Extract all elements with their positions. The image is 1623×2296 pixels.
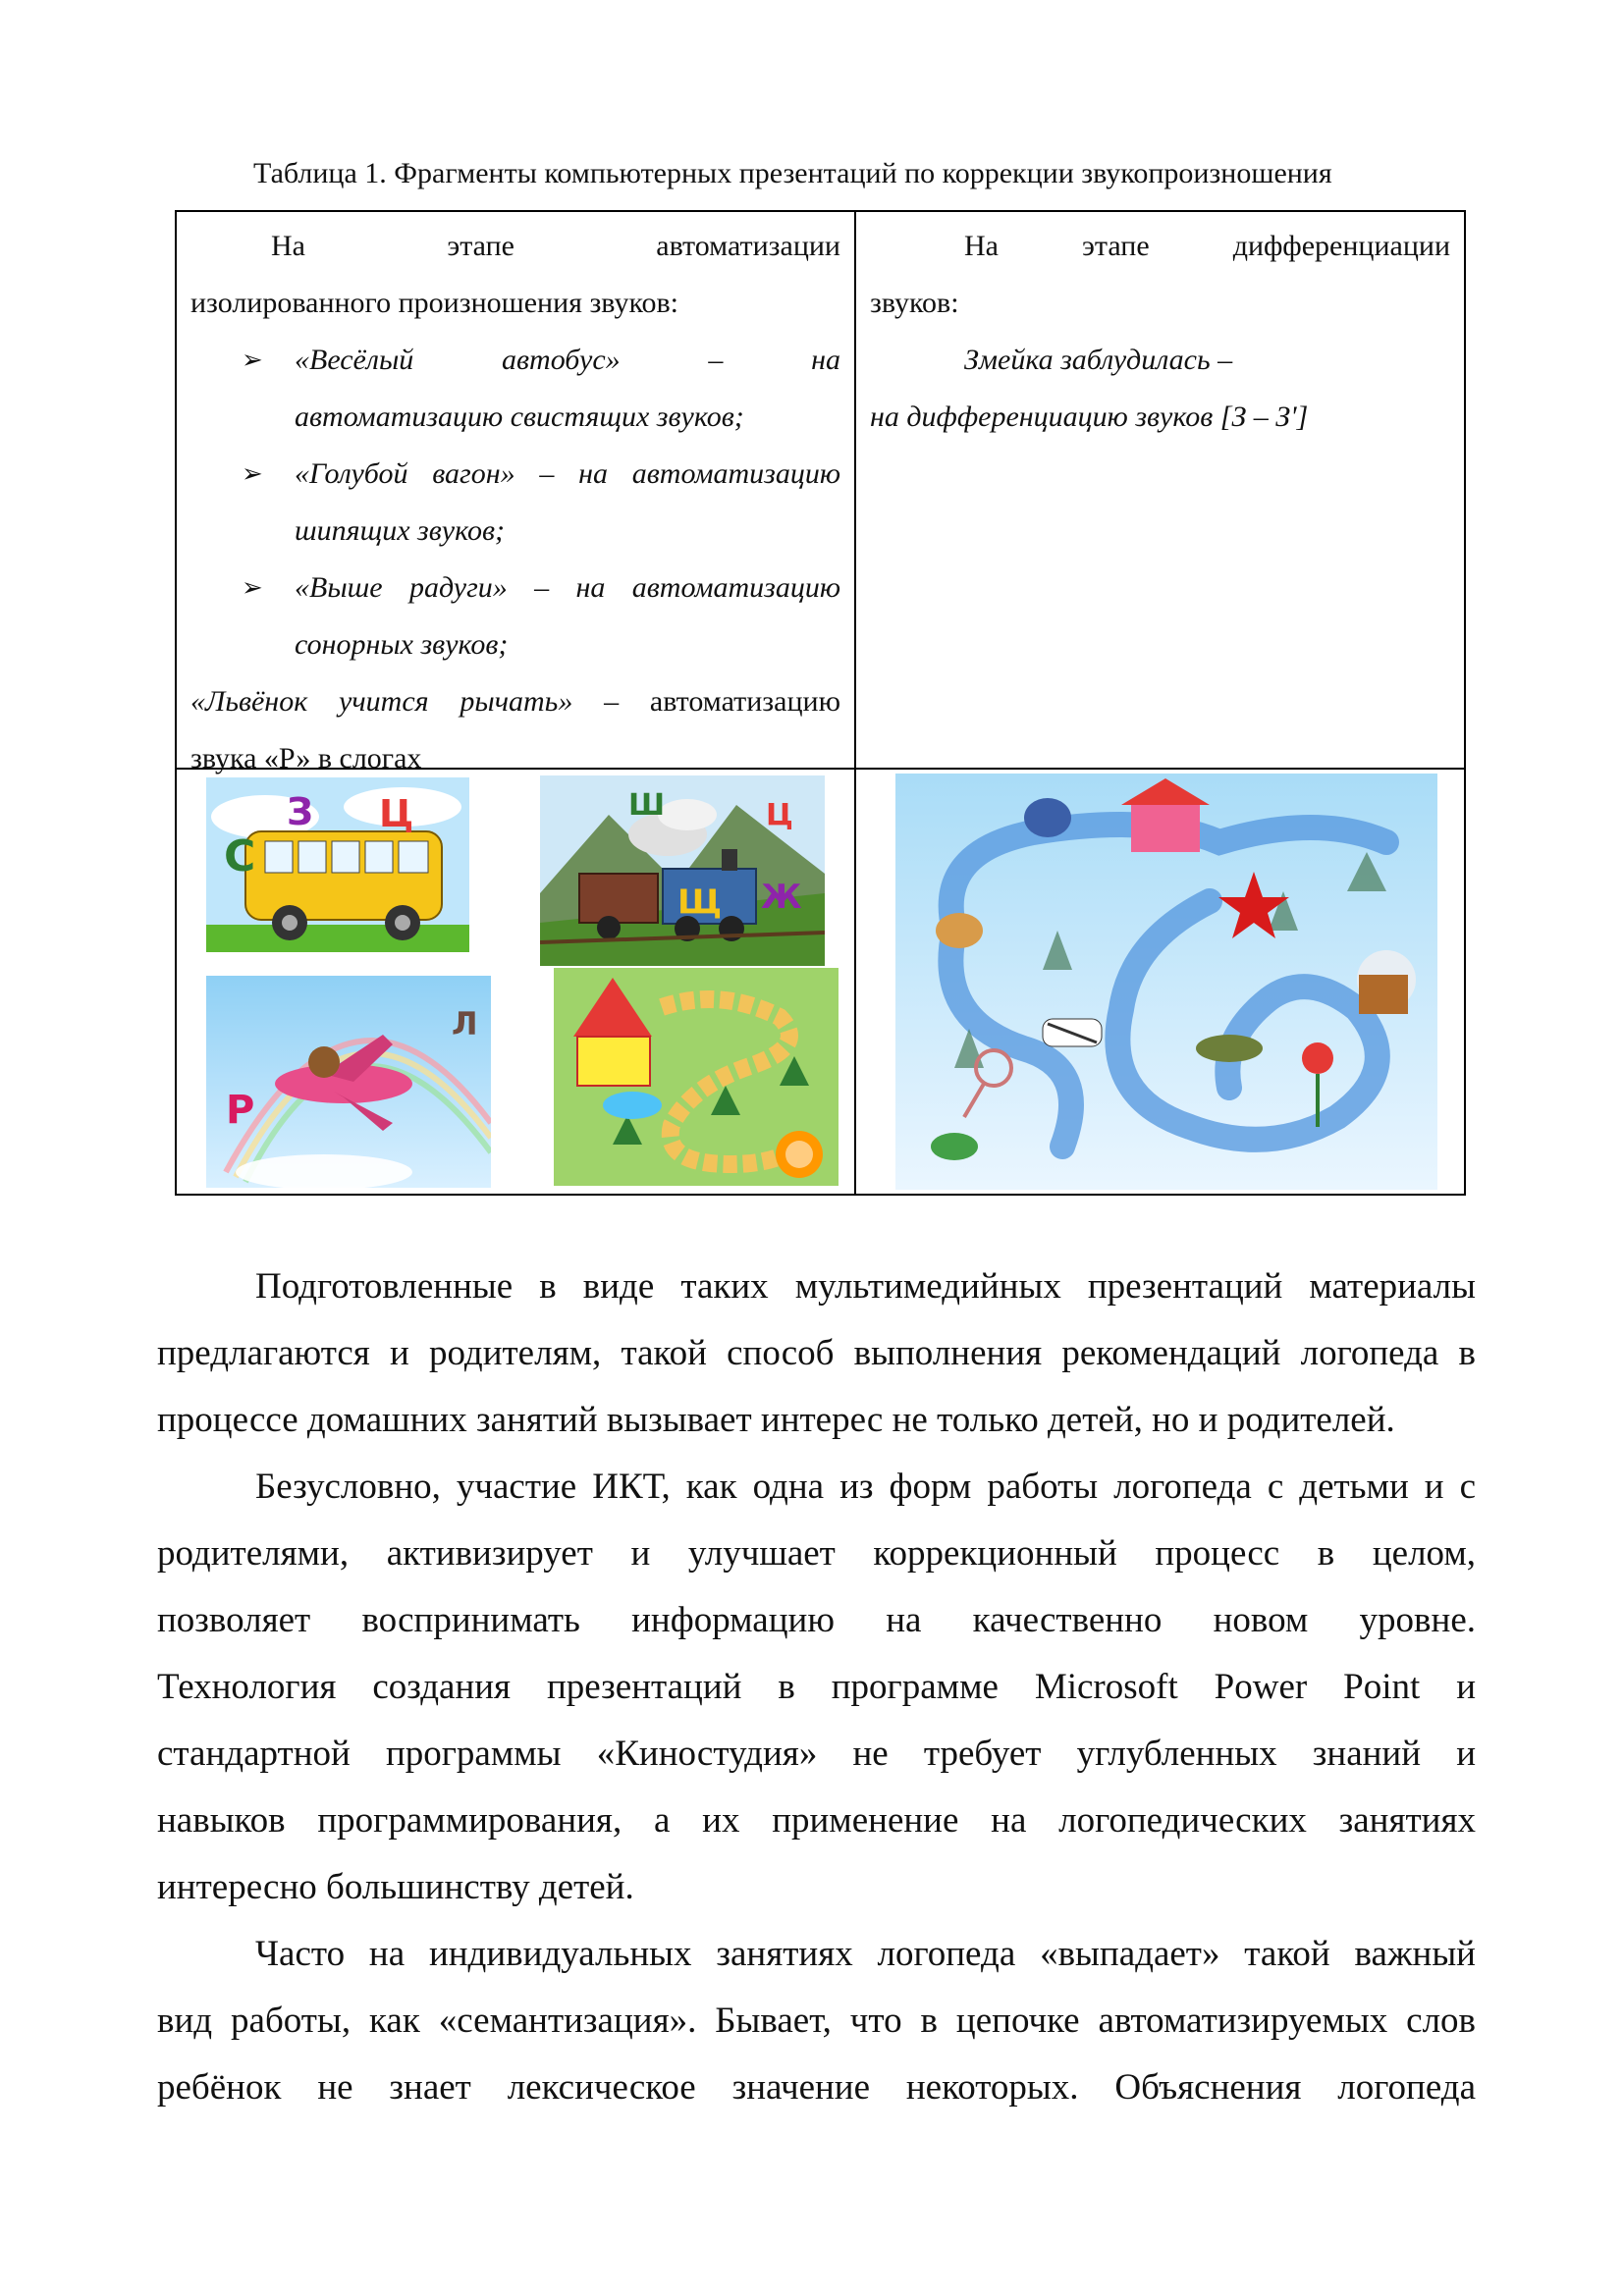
right-text-cell: [855, 211, 1465, 769]
snake-task: на дифференциацию звуков [З – З']: [870, 400, 1309, 433]
table-caption: Таблица 1. Фрагменты компьютерных презентаций по коррекции звукопроизношения: [253, 157, 1332, 189]
svg-text:Р: Р: [226, 1088, 255, 1133]
bullet-item: ➢ «Голубой вагон» – на автоматизацию шипящих звуков;: [190, 446, 840, 560]
paragraph-1: Подготовленные в виде таких мультимедийных презентаций материалы предлагаются и родителям, такой способ выполнения рекомендаций логопеда в процессе домашних занятий вызывает интерес не только детей, но и родителей.: [157, 1266, 1476, 1440]
bullet-item: ➢ «Весёлый автобус» – на автоматизацию свистящих звуков;: [190, 332, 840, 446]
snake-title: Змейка заблудилась –: [964, 344, 1233, 376]
svg-text:Л: Л: [452, 1005, 478, 1042]
svg-text:Ц: Ц: [766, 798, 793, 832]
bus-slide-image: [206, 777, 469, 952]
arrow-bullet-icon: ➢: [242, 573, 263, 602]
svg-text:С: С: [224, 831, 256, 881]
lion-task-line: «Львёнок учится рычать» – автоматизацию: [190, 685, 840, 718]
svg-text:Ш: Ш: [628, 788, 666, 823]
paragraph-3: Часто на индивидуальных занятиях логопеда «выпадает» такой важный вид работы, как «семантизация». Бывает, что в цепочке автоматизируемых слов ребёнок не знает лексическое значение некоторых. Объяснения логопеда: [157, 1934, 1476, 2108]
svg-text:Ж: Ж: [761, 878, 802, 917]
left-image-cell: [176, 769, 855, 1195]
lion-game-slide-image: [554, 968, 839, 1186]
plane-slide-image: [206, 976, 491, 1188]
right-heading-line1: На этапе дифференциации: [964, 230, 1450, 262]
right-image-cell: [855, 769, 1465, 1195]
table-1: [175, 210, 1466, 1196]
bullet-item: ➢ «Выше радуги» – на автоматизацию сонорных звуков;: [190, 560, 840, 673]
lion-task-line2: звука «Р» в слогах: [190, 742, 422, 774]
arrow-bullet-icon: ➢: [242, 459, 263, 488]
left-heading-line1: На этапе автоматизации: [271, 230, 840, 262]
snake-maze-slide-image: [895, 774, 1437, 1190]
arrow-bullet-icon: ➢: [242, 346, 263, 374]
svg-text:Ц: Ц: [379, 792, 414, 835]
body-text: [157, 1254, 1476, 2121]
svg-text:З: З: [287, 790, 313, 833]
paragraph-2: Безусловно, участие ИКТ, как одна из форм работы логопеда с детьми и с родителями, активизирует и улучшает коррекционный процесс в целом, позволяет воспринимать информацию на качественно новом уровне. Технология создания презентаций в программе Microsoft Power Point и стандартной программы «Киностудия» не требует углубленных знаний и навыков программирования, а их применение на логопедических занятиях интересно большинству детей.: [157, 1467, 1476, 1907]
svg-text:Щ: Щ: [677, 882, 723, 922]
left-heading-line2: изолированного произношения звуков:: [190, 287, 678, 319]
left-text-cell: [176, 211, 855, 774]
train-slide-image: [540, 775, 825, 966]
right-heading-line2: звуков:: [870, 287, 959, 319]
